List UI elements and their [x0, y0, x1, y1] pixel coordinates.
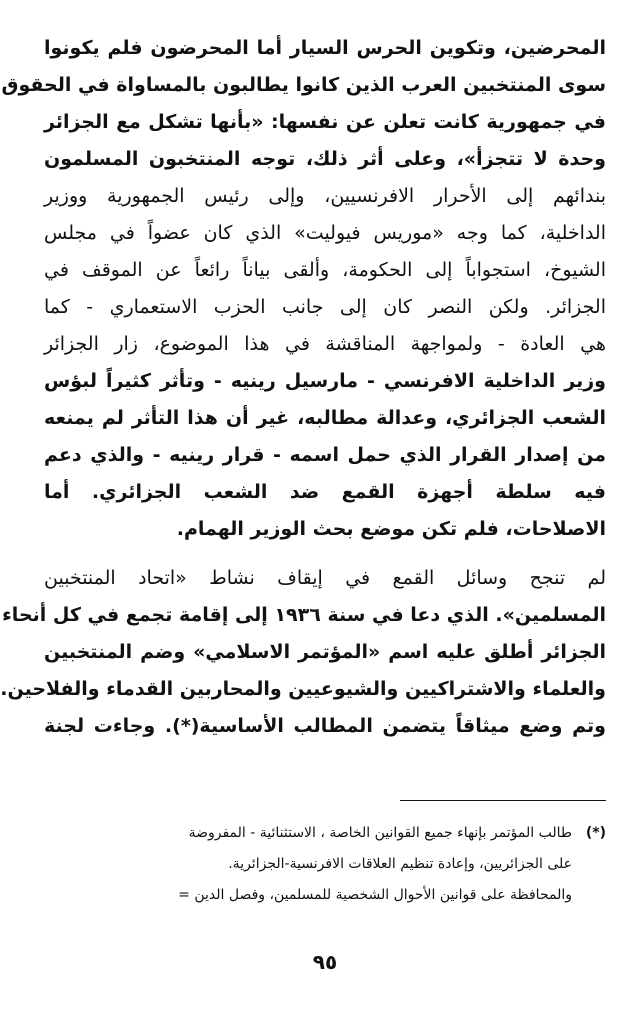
- text-line: الشيوخ، استجواباً إلى الحكومة، وألقى بياناً رائعاً عن الموقف في: [44, 259, 606, 281]
- text-line: وحدة لا تتجزأ»، وعلى أثر ذلك، توجه المنتخبون المسلمون: [44, 148, 606, 170]
- text-line: الاصلاحات، فلم تكن موضع بحث الوزير الهمام.: [176, 518, 606, 540]
- paragraph-1: [1, 30, 606, 548]
- text-line: والعلماء والاشتراكيين والشيوعيين والمحاربين القدماء والفلاحين.: [0, 678, 606, 700]
- paragraph-gap: [44, 548, 606, 560]
- footnote-line: [44, 818, 606, 849]
- text-line: المسلمين». الذي دعا في سنة ١٩٣٦ إلى إقامة تجمع في كل أنحاء: [2, 604, 606, 626]
- text-line: لم تنجح وسائل القمع في إيقاف نشاط «اتحاد المنتخبين: [44, 567, 606, 589]
- text-line: هي العادة - ولمواجهة المناقشة في هذا الموضوع، زار الجزائر: [44, 333, 606, 355]
- paragraph-2: [0, 560, 606, 745]
- text-line: الجزائر أطلق عليه اسم «المؤتمر الاسلامي» وضم المنتخبين: [44, 641, 606, 663]
- text-line: الداخلية، كما وجه «موريس فيوليت» الذي كان عضواً في مجلس: [44, 222, 606, 244]
- text-line: الجزائر. ولكن النصر كان إلى جانب الحزب الاستعماري - كما: [44, 296, 606, 318]
- footnote-line: على الجزائريين، وإعادة تنظيم العلاقات الافرنسية-الجزائرية.: [228, 856, 572, 872]
- text-line: وتم وضع ميثاقاً يتضمن المطالب الأساسية(*). وجاءت لجنة: [44, 715, 606, 737]
- text-line: الشعب الجزائري، وعدالة مطالبه، غير أن هذا التأثر لم يمنعه: [44, 407, 606, 429]
- text-line: في جمهورية كانت تعلن عن نفسها: «بأنها تشكل مع الجزائر: [44, 111, 606, 133]
- page-number: ٩٥: [312, 950, 338, 974]
- footnote-marker: (*): [585, 825, 606, 841]
- text-line: المحرضين، وتكوين الحرس السيار أما المحرضون فلم يكونوا: [44, 37, 606, 59]
- footnote-line: والمحافظة على قوانين الأحوال الشخصية للمسلمين، وفصل الدين =: [178, 887, 572, 903]
- text-line: وزير الداخلية الافرنسي - مارسيل رينيه - وتأثر كثيراً لبؤس: [44, 370, 606, 392]
- footnote-text: طالب المؤتمر بإنهاء جميع القوانين الخاصة ، الاستثنائية - المفروضة: [188, 825, 572, 841]
- book-page: [0, 30, 606, 980]
- text-line: سوى المنتخبين العرب الذين كانوا يطالبون بالمساواة في الحقوق: [1, 74, 606, 96]
- text-line: فيه سلطة أجهزة القمع ضد الشعب الجزائري. أما: [44, 481, 606, 503]
- text-line: بندائهم إلى الأحرار الافرنسيين، وإلى رئيس الجمهورية ووزير: [44, 185, 606, 207]
- footnote: [44, 818, 606, 911]
- text-line: من إصدار القرار الذي حمل اسمه - قرار رينيه - والذي دعم: [44, 444, 606, 466]
- footnote-separator: [400, 800, 606, 801]
